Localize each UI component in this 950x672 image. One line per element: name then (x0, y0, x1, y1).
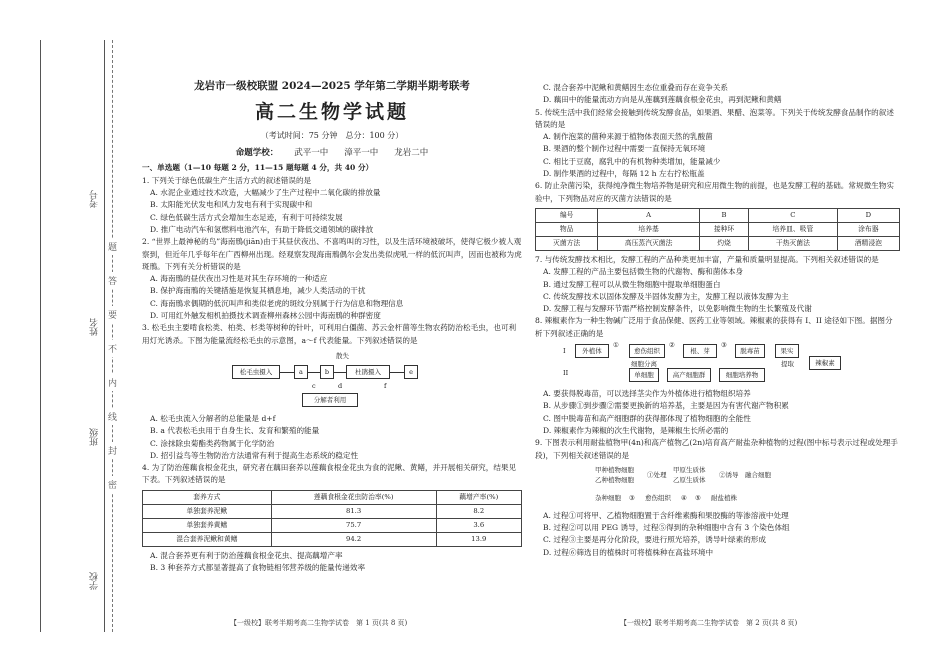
option: D. 招引益鸟等生物防治方法通常有利于提高生态系统的稳定性 (150, 450, 359, 460)
seal-char: 密 (108, 476, 117, 493)
option: A. 制作泡菜的菌种来源于植物体表面天然的乳酸菌 (543, 132, 713, 142)
binding-line (104, 40, 105, 632)
page-footer: 【一级校】联考半期考高二生物学试卷 第 1 页(共 8 页) (230, 619, 408, 627)
school-name: 漳平一中 (344, 147, 379, 158)
capsaicin-flow-diagram (563, 341, 875, 384)
table-header: A (598, 208, 700, 222)
name-label: 姓名 (90, 318, 100, 336)
question-9 (535, 437, 900, 559)
route-label: I (563, 347, 566, 356)
question-stem: 5. 传统生活中我们经常会接触到传统发酵食品，如果酒、果醋、泡菜等。下列关于传统发酵食品制作的叙述错误的是 (535, 107, 894, 129)
table-cell: 培养基 (598, 222, 700, 236)
section-heading: 一、单选题（1—10 每题 2 分，11—15 题每题 4 分，共 40 分） (142, 163, 374, 173)
diagram-node: a (294, 365, 308, 379)
table-cell: 单独套养黄鳝 (143, 518, 272, 532)
table-cell: 75.7 (271, 518, 436, 532)
question-8 (535, 315, 900, 437)
diagram-arrow (280, 372, 294, 373)
question-stem: 6. 防止杂菌污染，获得纯净微生物培养物是研究和应用微生物的前提，也是发酵工程的基础。常规微生物实验中，下列物品对应的灭菌方法错误的是 (535, 181, 894, 203)
table-row (143, 504, 522, 518)
table-header: 藕增产率(%) (436, 490, 522, 504)
option: B. 太阳能光伏发电和风力发电有利于实现碳中和 (150, 200, 313, 210)
table-cell: 酒精浸泡 (837, 236, 899, 250)
question-1 (142, 175, 522, 236)
option: C. 绿色低碳生活方式会增加生态足迹，有利于可持续发展 (150, 212, 343, 222)
option: C. 图中脱毒苗和高产细胞群的获得都体现了植物细胞的全能性 (543, 413, 751, 423)
flow-node: 乙种植物细胞 (595, 475, 634, 484)
schools-label: 命题学校： (235, 147, 279, 158)
step-label: ③ (721, 341, 727, 350)
option: B. 3 种套养方式都显著提高了食物链相邻营养级的能量传递效率 (150, 563, 366, 573)
option: D. 发酵工程与发酵环节需严格控制发酵条件，以免影响微生物的生长繁殖及代谢 (543, 304, 812, 314)
table-cell: 接种环 (699, 222, 748, 236)
school-name: 龙岩二中 (394, 147, 429, 158)
seal-char: 线 (108, 408, 117, 425)
page-1 (142, 60, 522, 574)
table-cell: 干热灭菌法 (749, 236, 838, 250)
flow-node: 耐盐植株 (711, 493, 737, 502)
table-cell: 灭菌方法 (536, 236, 598, 250)
table-row (143, 532, 522, 546)
diagram-label: f (384, 381, 387, 390)
step-label: ②诱导 (719, 470, 739, 479)
diagram-arrow (334, 372, 346, 373)
step-label: ① (613, 341, 619, 350)
exam-no-label: 考号 (90, 190, 100, 208)
table-header: C (749, 208, 838, 222)
q6-table (535, 208, 900, 251)
binding-line (40, 40, 41, 632)
table-cell: 物品 (536, 222, 598, 236)
option: B. 通过发酵工程可以从微生物细胞中提取单细胞蛋白 (543, 279, 721, 289)
flow-node: 单细胞 (629, 368, 659, 382)
flow-node: 根、芽 (683, 344, 717, 358)
question-stem: 4. 为了防治莲藕食根金花虫，研究者在藕田套养以莲藕食根金花虫为食的泥鳅、黄鳝，并开展相关研究，结果见下表。下列叙述错误的是 (142, 463, 517, 485)
option: A. 混合套养更有利于防治莲藕食根金花虫、提高藕增产率 (150, 550, 343, 560)
option: D. 过程⑥筛选目的植株时可将植株种在高盐环境中 (543, 547, 714, 557)
option: A. 松毛虫流入分解者的总能量是 d+f (150, 413, 276, 423)
step-label: ⑤ (695, 493, 701, 502)
option: B. 过程②可以用 PEG 诱导，过程⑤得到的杂种细胞中含有 3 个染色体组 (543, 523, 790, 533)
heat-label: 散失 (336, 351, 349, 360)
flow-node: 外植体 (575, 344, 609, 358)
diagram-node: 杜鹃摄入 (346, 365, 390, 379)
table-row (143, 518, 522, 532)
table-cell: 培养皿、吸管 (749, 222, 838, 236)
seal-char: 不 (108, 340, 117, 357)
flow-label: 提取 (781, 360, 794, 369)
diagram-node: b (320, 365, 334, 379)
somatic-hybrid-flow-diagram (595, 465, 855, 507)
option: C. 过程③主要是再分化阶段，要进行照光培养，诱导叶绿素的形成 (543, 535, 766, 545)
question-stem: 2. “世界上最神秘的鸟”海南鳽(jiān)由于其昼伏夜出、不喜鸣叫的习性，以及生活环境被破坏，使得它极少被人观察到，但近年几乎每年在广西柳州出现。经观察发现海南鳽偶尔会发出类似虎吼一样的低沉叫声，因而也被称为虎斑鳽。下列有关分析错误的是 (142, 237, 522, 271)
flow-node: 高产细胞群 (667, 368, 711, 382)
option: C. 涂抹除虫菊酯类药物属于化学防治 (150, 438, 275, 448)
table-cell: 81.3 (271, 504, 436, 518)
question-6 (535, 180, 900, 251)
option: A. 发酵工程的产品主要包括微生物的代谢物、酶和菌体本身 (543, 267, 744, 277)
page-2 (535, 82, 900, 559)
question-7 (535, 254, 900, 315)
seal-char: 封 (108, 442, 117, 459)
exam-meta: （考试时间：75 分钟 总分：100 分） (260, 130, 404, 140)
diagram-arrow (308, 372, 320, 373)
step-label: ①处理 (647, 470, 667, 479)
school-label: 学校 (90, 572, 100, 590)
question-3 (142, 322, 522, 462)
step-label: ② (669, 341, 675, 350)
seal-line (112, 40, 113, 632)
option: A. 要获得脱毒苗，可以选择茎尖作为外植体进行植物组织培养 (543, 389, 751, 399)
seal-char: 答 (108, 272, 117, 289)
exam-title: 龙岩市一级校联盟 2024—2025 学年第二学期半期考联考 (194, 80, 470, 92)
table-cell: 混合套养泥鳅和黄鳝 (143, 532, 272, 546)
option: B. 从步骤①到步骤②需要更换新的培养基，主要是因为有害代谢产物积累 (543, 401, 789, 411)
seal-char: 题 (108, 238, 117, 255)
table-header: 套养方式 (143, 490, 272, 504)
table-cell: 灼烧 (699, 236, 748, 250)
flow-node: 辣椒素 (809, 356, 841, 370)
step-label: ④ (681, 493, 687, 502)
option: D. 辣椒素作为辣椒的次生代谢物，是辣椒生长所必需的 (543, 425, 729, 435)
flow-node: 愈伤组织 (629, 344, 665, 358)
table-cell: 8.2 (436, 504, 522, 518)
option: A. 水泥企业通过技术改造，大幅减少了生产过程中二氧化碳的排放量 (150, 188, 381, 198)
table-row (536, 236, 900, 250)
option: C. 相比于豆腐，腐乳中的有机物种类增加，能量减少 (543, 156, 721, 166)
seal-char: 要 (108, 306, 117, 323)
flow-node: 愈伤组织 (645, 493, 671, 502)
diagram-label: d (338, 381, 343, 390)
table-header: 莲藕食根金花虫防治率(%) (271, 490, 436, 504)
page-footer: 【一级校】联考半期考高二生物学试卷 第 2 页(共 8 页) (620, 619, 798, 627)
q4-table (142, 490, 522, 547)
flow-node: 细胞培养物 (719, 368, 765, 382)
seal-char: 内 (108, 374, 117, 391)
table-header: B (699, 208, 748, 222)
question-stem: 3. 松毛虫主要啃食松类、柏类、杉类等树种的针叶，可利用白僵菌、苏云金杆菌等生物农药防治松毛虫，也可利用灯光诱杀。下图为能量流经松毛虫的示意图，a～f 代表能量。下列叙述错误的是 (142, 323, 517, 345)
question-stem: 8. 辣椒素作为一种生物碱广泛用于食品保健、医药工业等领域。辣椒素的获得有 I、II 途径如下图。据图分析下列叙述正确的是 (535, 316, 893, 338)
table-cell: 高压蒸汽灭菌法 (598, 236, 700, 250)
flow-label: 细胞分离 (631, 360, 657, 369)
table-cell: 涂布器 (837, 222, 899, 236)
setter-schools (142, 147, 522, 161)
diagram-node: e (404, 365, 418, 379)
option: D. 可用红外触发相机拍摄技术调查柳州森林公园中海南鳽的种群密度 (150, 311, 381, 321)
table-cell: 单独套养泥鳅 (143, 504, 272, 518)
school-name: 武平一中 (294, 147, 329, 158)
class-label: 班级 (90, 428, 100, 446)
option: D. 制作果酒的过程中，每隔 12 h 左右拧松瓶盖 (543, 169, 705, 179)
table-row (536, 222, 900, 236)
table-header: D (837, 208, 899, 222)
question-5 (535, 107, 900, 181)
step-label: ③ (629, 493, 635, 502)
flow-node: 乙原生质体 (673, 475, 706, 484)
diagram-arrow (390, 372, 404, 373)
diagram-node: 松毛虫摄入 (232, 365, 280, 379)
subject-title: 高二生物学试题 (254, 101, 409, 123)
energy-flow-diagram (232, 351, 462, 409)
option: B. a 代表松毛虫用于自身生长、发育和繁殖的能量 (150, 426, 320, 436)
option: B. 果酒的整个制作过程中需要一直保持无氧环境 (543, 144, 706, 154)
option: C. 海南鳽求偶期的低沉叫声和类似老虎的斑纹分别属于行为信息和物理信息 (150, 298, 404, 308)
flow-node: 杂种细胞 (595, 493, 621, 502)
route-label: II (563, 369, 569, 378)
option: D. 藕田中的能量流动方向是从莲藕到莲藕食根金花虫，再到泥鳅和黄鳝 (543, 95, 782, 105)
flow-node: 甲种植物细胞 (595, 465, 634, 474)
table-cell: 13.9 (436, 532, 522, 546)
question-4 (142, 462, 522, 574)
table-header: 编号 (536, 208, 598, 222)
question-stem: 1. 下列关于绿色低碳生产生活方式的叙述错误的是 (142, 175, 312, 185)
option: C. 传统发酵技术以固体发酵及半固体发酵为主，发酵工程以液体发酵为主 (543, 291, 789, 301)
option: A. 过程①可将甲、乙植物细胞置于含纤维素酶和果胶酶的等渗溶液中处理 (543, 510, 789, 520)
diagram-node: 分解者利用 (302, 393, 358, 407)
option: A. 海南鳽的昼伏夜出习性是对其生存环境的一种适应 (150, 274, 328, 284)
option: C. 混合套养中泥鳅和黄鳝因生态位重叠而存在竞争关系 (543, 83, 729, 92)
flow-node: 融合细胞 (745, 470, 771, 479)
flow-node: 果实 (775, 344, 799, 358)
option: D. 推广电动汽车和氢燃料电池汽车，有助于降低交通领域的碳排放 (150, 224, 374, 234)
table-cell: 3.6 (436, 518, 522, 532)
binding-strip (0, 0, 120, 672)
question-stem: 9. 下图表示利用耐盐植物甲(4n)和高产植物乙(2n)培育高产耐盐杂种植物的过程(图中标号表示过程或处理手段)，下列相关叙述错误的是 (535, 438, 898, 460)
question-2 (142, 236, 522, 322)
table-cell: 94.2 (271, 532, 436, 546)
question-stem: 7. 与传统发酵技术相比，发酵工程的产品种类更加丰富，产量和质量明显提高。下列相关叙述错误的是 (535, 254, 879, 264)
flow-node: 脱毒苗 (735, 344, 765, 358)
flow-node: 甲原生质体 (673, 465, 706, 474)
option: B. 保护海南鳽的关键措施是恢复其栖息地，减少人类活动的干扰 (150, 286, 366, 296)
diagram-label: c (312, 381, 316, 390)
